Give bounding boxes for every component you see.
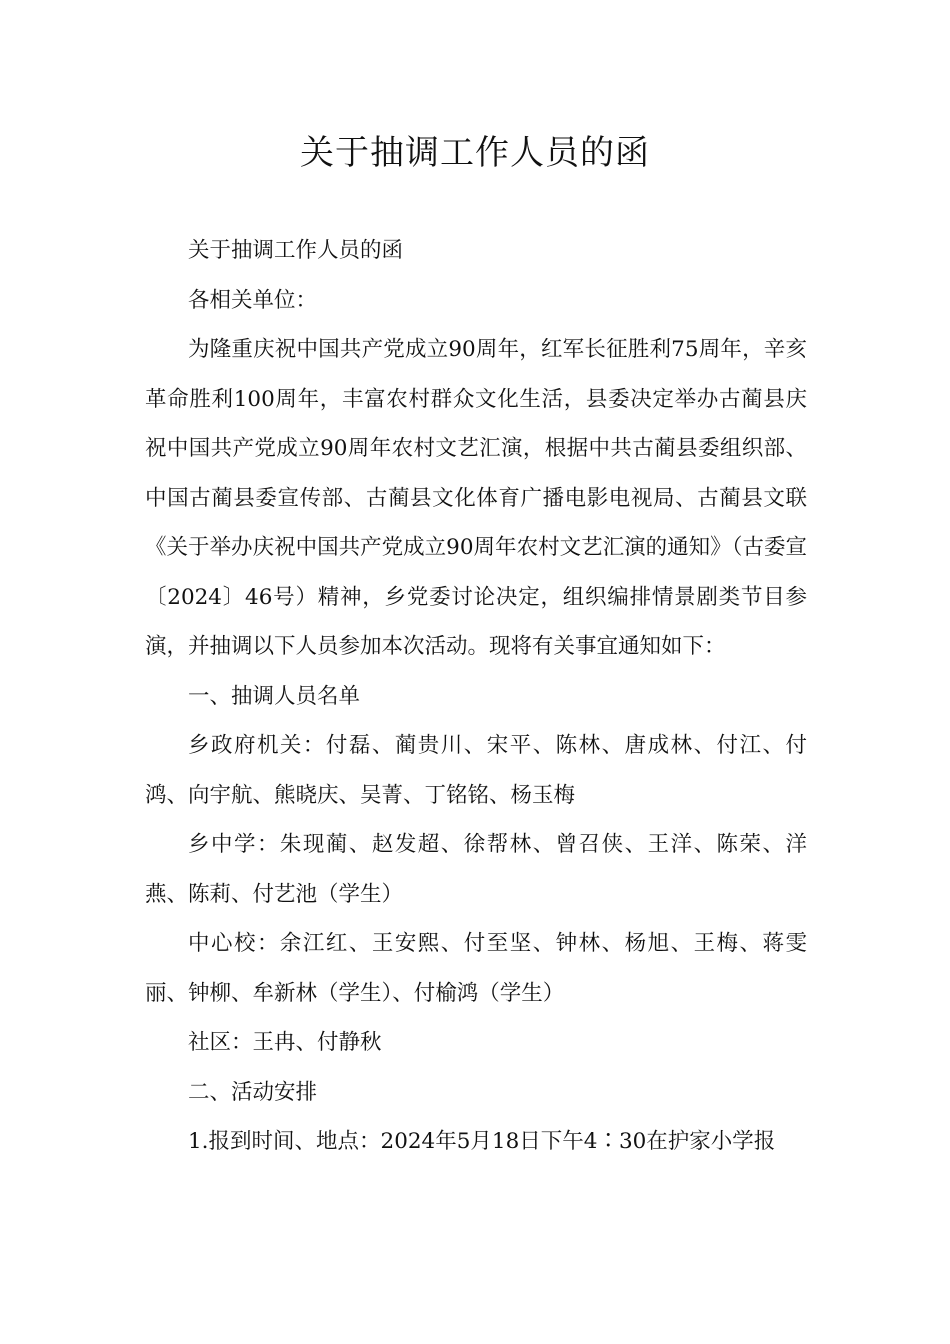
- document-body: [145, 226, 807, 1167]
- personnel-township-government: 乡政府机关：付磊、蔺贵川、宋平、陈林、唐成林、付江、付鸿、向宇航、熊晓庆、吴菁、丁铭铭、杨玉梅: [145, 733, 807, 808]
- arrangement-item-1: 1.报到时间、地点：2024年5月18日下午4∶30在护家小学报: [188, 1129, 776, 1154]
- section-heading-arrangements: 二、活动安排: [188, 1079, 318, 1105]
- personnel-central-school: 中心校：余江红、王安熙、付至坚、钟林、杨旭、王梅、蒋雯丽、钟柳、牟新林（学生）、付榆鸿（学生）: [145, 931, 807, 1006]
- section-heading-personnel: 一、抽调人员名单: [188, 683, 361, 709]
- personnel-community: 社区：王冉、付静秋: [188, 1030, 382, 1055]
- document-title: 关于抽调工作人员的函: [300, 133, 650, 173]
- salutation: 各相关单位：: [188, 287, 318, 313]
- personnel-township-middle-school: 乡中学：朱现蔺、赵发超、徐帮林、曾召侠、王洋、陈荣、洋燕、陈莉、付艺池（学生）: [145, 832, 807, 907]
- subject-line: 关于抽调工作人员的函: [188, 238, 404, 263]
- intro-paragraph: 为隆重庆祝中国共产党成立90周年，红军长征胜利75周年，辛亥革命胜利100周年，丰富农村群众文化生活，县委决定举办古蔺县庆祝中国共产党成立90周年农村文艺汇演，根据中共古蔺县委组织部、中国古蔺县委宣传部、古蔺县文化体育广播电影电视局、古蔺县文联《关于举办庆祝中国共产党成立90周年农村文艺汇演的通知》（古委宣〔2024〕46号）精神，乡党委讨论决定，组织编排情景剧类节目参演，并抽调以下人员参加本次活动。现将有关事宜通知如下：: [145, 337, 807, 659]
